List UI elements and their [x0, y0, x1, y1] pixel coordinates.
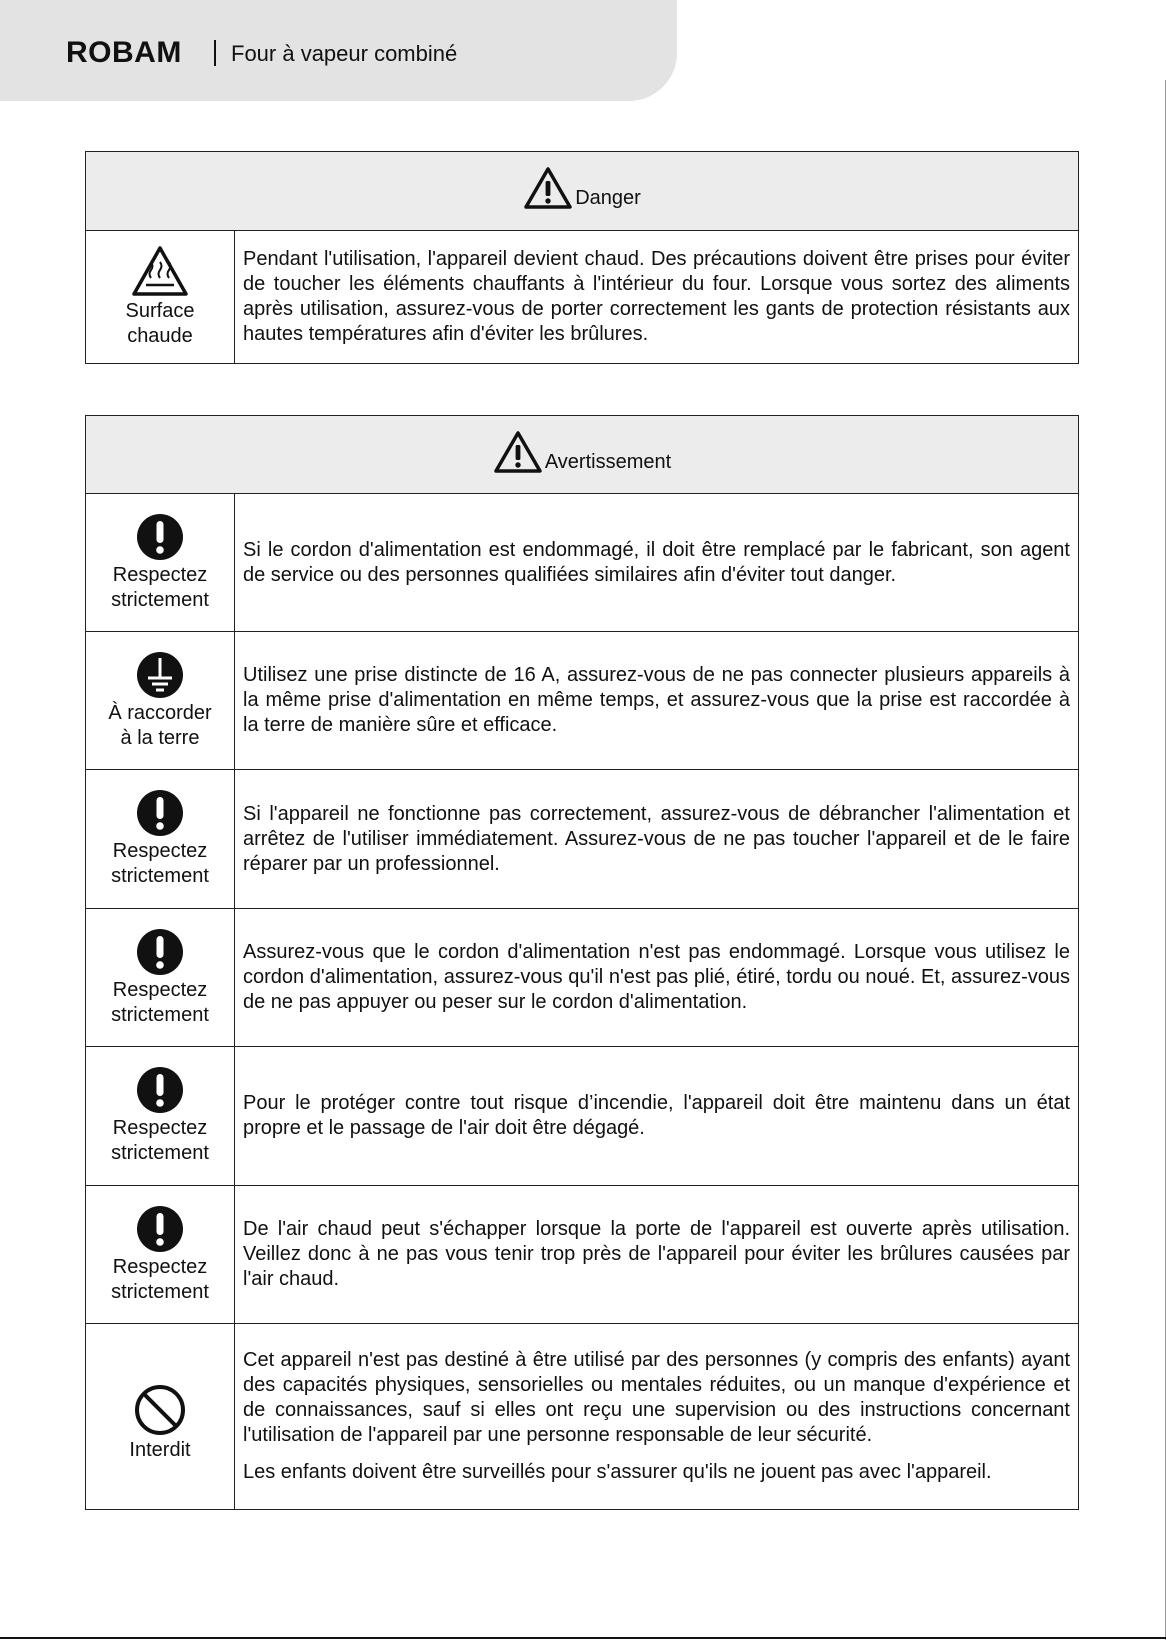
- warning-icon-cell: [86, 909, 235, 1047]
- warning-icon-cell: [86, 1047, 235, 1186]
- warning-row: [86, 494, 1079, 632]
- exclamation-circle-icon: [136, 513, 184, 561]
- warning-title: Avertissement: [544, 450, 672, 473]
- danger-text-cell: [235, 231, 1079, 364]
- warning-icon-label-2: strictement: [111, 865, 209, 887]
- warning-text: Si l'appareil ne fonctionne pas correctement, assurez-vous de débrancher l'alimentation et arrêtez de l'utiliser immédiatement. Assurez-vous de ne pas toucher l'appareil et de le faire réparer par un professionnel.: [243, 802, 1070, 875]
- ground-icon: [136, 651, 184, 699]
- warning-icon-label-1: Respectez: [112, 563, 208, 586]
- warning-row: [86, 1047, 1079, 1186]
- warning-icon-cell: [86, 494, 235, 632]
- warning-icon-label-2: strictement: [111, 1280, 209, 1303]
- warning-icon-cell: [86, 632, 235, 770]
- warning-row: [86, 770, 1079, 909]
- prohibited-icon: [134, 1384, 186, 1436]
- warning-text-cell: [235, 770, 1079, 909]
- warning-icon-label-1: Respectez: [112, 978, 208, 1001]
- warning-text: Utilisez une prise distincte de 16 A, assurez-vous de ne pas connecter plusieurs appareils à la même prise d'alimentation en même temps, et assurez-vous que la prise est raccordée à la terre de manière sûre et efficace.: [243, 664, 1070, 736]
- warning-text-cell: [235, 909, 1079, 1047]
- warning-icon-label-1: À raccorder: [108, 701, 212, 724]
- warning-icon-label-2: à la terre: [120, 726, 200, 749]
- warning-text: De l'air chaud peut s'échapper lorsque la porte de l'appareil est ouverte après utilisation. Veillez donc à ne pas vous tenir trop près de l'appareil pour éviter les brûlures causées par l'air chaud.: [243, 1218, 1070, 1290]
- warning-icon-label-1: Respectez: [112, 840, 208, 862]
- warning-icon-label-1: Respectez: [112, 1255, 208, 1278]
- warning-row: [86, 909, 1079, 1047]
- warning-row: [86, 1186, 1079, 1324]
- warning-icon-label-2: strictement: [111, 588, 209, 611]
- warning-icon-label-2: strictement: [111, 1142, 209, 1164]
- warning-icon-cell: [86, 1186, 235, 1324]
- exclamation-circle-icon: [136, 928, 184, 976]
- warning-text: Cet appareil n'est pas destiné à être utilisé par des personnes (y compris des enfants) ayant des capacités physiques, sensorielles ou mentales réduites, ou un manque d'expérience et de connaissances, sauf si elles ont reçu une supervision ou des instructions concernant l'utilisation de l'appareil par une personne responsable de leur sécurité.: [243, 1349, 1070, 1446]
- brand-logo: ROBAM: [66, 36, 182, 69]
- exclamation-circle-icon: [136, 1205, 184, 1253]
- warning-text-cell: [235, 1186, 1079, 1324]
- danger-icon-cell: [86, 231, 235, 364]
- header-divider: [214, 40, 216, 66]
- warning-row: [86, 632, 1079, 770]
- danger-icon-label-1: Surface: [125, 300, 195, 322]
- warning-text: Pour le protéger contre tout risque d’incendie, l'appareil doit être maintenu dans un état propre et le passage de l'air doit être dégagé.: [243, 1092, 1070, 1139]
- danger-icon-label-2: chaude: [127, 325, 193, 347]
- exclamation-circle-icon: [136, 1066, 184, 1114]
- warning-row: [86, 1324, 1079, 1510]
- warning-icon-cell: [86, 770, 235, 909]
- product-name: Four à vapeur combiné: [231, 41, 458, 66]
- warning-text: Assurez-vous que le cordon d'alimentation n'est pas endommagé. Lorsque vous utilisez le cordon d'alimentation, assurez-vous qu'il n'est pas plié, étiré, tordu ou noué. Et, assurez-vous de ne pas appuyer ou peser sur le cordon d'alimentation.: [243, 941, 1070, 1013]
- warning-header: [86, 416, 1079, 494]
- warning-triangle-icon: [523, 166, 573, 210]
- danger-text: Pendant l'utilisation, l'appareil devient chaud. Des précautions doivent être prises pour éviter de toucher les éléments chauffants à l'intérieur du four. Lorsque vous sortez des aliments après utilisation, assurez-vous de porter correctement les gants de protection résistants aux hautes températures afin d'éviter les brûlures.: [243, 248, 1070, 345]
- warning-text: Si le cordon d'alimentation est endommagé, il doit être remplacé par le fabricant, son agent de service ou des personnes qualifiées similaires afin d'éviter tout danger.: [243, 538, 1070, 586]
- warning-icon-cell: [86, 1324, 235, 1510]
- warning-text-cell: [235, 1324, 1079, 1510]
- warning-icon-label-1: Interdit: [129, 1439, 191, 1461]
- danger-title: Danger: [575, 187, 641, 209]
- danger-table: [85, 151, 1079, 364]
- warning-icon-label-2: strictement: [111, 1003, 209, 1026]
- warning-text-cell: [235, 1047, 1079, 1186]
- warning-text-note: Les enfants doivent être surveillés pour s'assurer qu'ils ne jouent pas avec l'appareil.: [243, 1461, 992, 1483]
- warning-triangle-icon: [493, 430, 543, 474]
- hot-surface-icon: [131, 245, 189, 297]
- warning-icon-label-1: Respectez: [112, 1117, 208, 1139]
- warning-text-cell: [235, 494, 1079, 632]
- exclamation-circle-icon: [136, 789, 184, 837]
- danger-row: [86, 231, 1079, 364]
- warning-table: [85, 415, 1079, 1510]
- danger-header: [86, 152, 1079, 231]
- warning-text-cell: [235, 632, 1079, 770]
